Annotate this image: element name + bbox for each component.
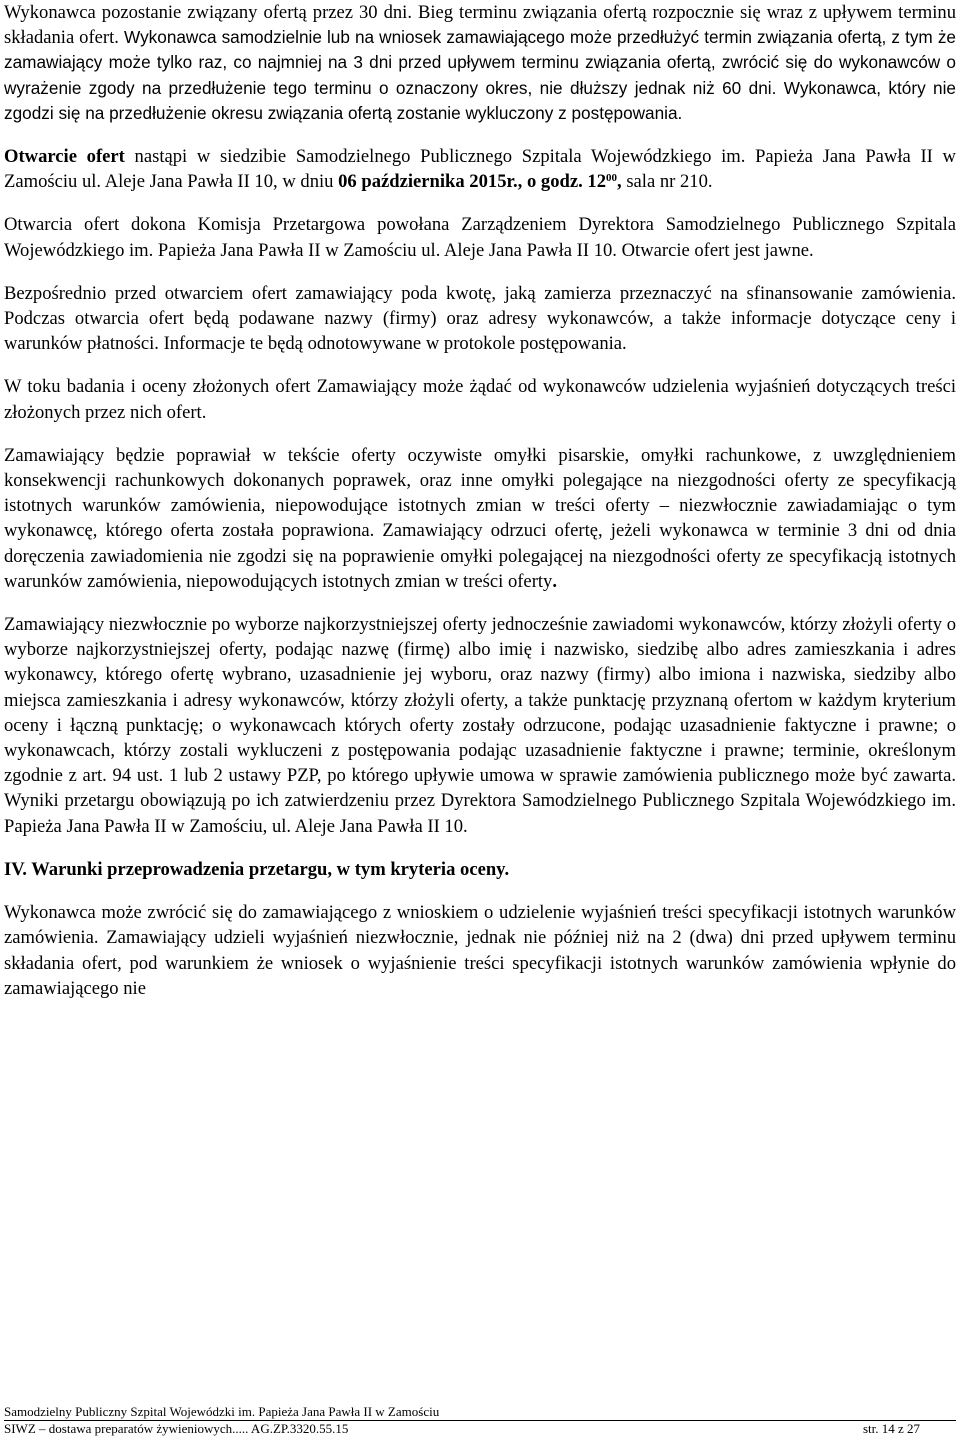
opening-date: 06 października 2015r., o godz. $12^{00}$, — [338, 171, 622, 193]
opening-bold-start: Otwarcie ofert — [4, 146, 125, 168]
paragraph-opening-place — [4, 144, 956, 194]
paragraph-selection-notice: Zamawiający niezwłocznie po wyborze najkorzystniejszej oferty jednocześnie zawiadomi wykonawców, którzy złożyli oferty o wyborze najkorzystniejszej oferty, podając nazwę (firmę) albo imię i nazwisko, siedzibę albo adres zamieszkania i adres wykonawcy, którego ofertę wybrano, uzasadnienie jej wyboru, oraz nazwy (firmy) albo imiona i nazwiska, siedziby albo miejsca zamieszkania i adresy wykonawców, którzy złożyli oferty, a także punktację przyznaną ofertom w każdym kryterium oceny i łączną punktację; o wykonawcach których oferty zostały odrzucone, podając uzasadnienie faktyczne i prawne; o wykonawcach, którzy zostali wykluczeni z postępowania podając uzasadnienie faktyczne i prawne; terminie, określonym zgodnie z art. 94 ust. 1 lub 2 ustawy PZP, po którego upływie umowa w sprawie zamówienia publicznego może być zawarta. Wyniki przetargu obowiązują po ich zatwierdzeniu przez Dyrektora Samodzielnego Publicznego Szpitala Wojewódzkiego im. Papieża Jana Pawła II w Zamościu, ul. Aleje Jana Pawła II 10. — [4, 614, 956, 837]
paragraph-siwz-questions: Wykonawca może zwrócić się do zamawiającego z wnioskiem o udzielenie wyjaśnień treści specyfikacji istotnych warunków zamówienia. Zamawiający udzieli wyjaśnień niezwłocznie, jednak nie później niż na 2 (dwa) dni przed upływem terminu składania ofert, pod warunkiem że wniosek o wyjaśnienie treści specyfikacji istotnych warunków zamówienia wpłynie do zamawiającego nie — [4, 902, 956, 999]
footer-reference-row — [4, 1420, 956, 1437]
footer-institution: Samodzielny Publiczny Szpital Wojewódzki im. Papieża Jana Pawła II w Zamościu — [4, 1404, 440, 1419]
paragraph-offer-validity — [4, 0, 956, 126]
paragraph-clarifications: W toku badania i oceny złożonych ofert Zamawiający może żądać od wykonawców udzielenia wyjaśnień dotyczących treści złożonych przez nich ofert. — [4, 376, 956, 423]
footer-reference: SIWZ – dostawa preparatów żywieniowych..... AG.ZP.3320.55.15 — [4, 1421, 349, 1436]
paragraph-commission: Otwarcia ofert dokona Komisja Przetargowa powołana Zarządzeniem Dyrektora Samodzielnego Publicznego Szpitala Wojewódzkiego im. Papieża Jana Pawła II w Zamościu ul. Aleje Jana Pawła II 10. Otwarcie ofert jest jawne. — [4, 214, 956, 261]
paragraph-offer-validity-text: Wykonawca pozostanie związany ofertą przez 30 dni. Bieg terminu związania ofertą rozpocznie się wraz z upływem terminu składania ofert. — [4, 2, 956, 49]
footer-page-number: str. 14 z 27 — [862, 1421, 920, 1436]
opening-time-superscript: 00 — [606, 172, 618, 185]
page-footer — [4, 1404, 956, 1437]
document-page — [4, 0, 956, 1001]
opening-room: sala nr 210. — [621, 171, 713, 193]
opening-text: nastąpi w siedzibie Samodzielnego Publicznego Szpitala Wojewódzkiego im. Papieża Jana Pawła II w Zamościu ul. Aleje Jana Pawła II 10, w dniu — [4, 146, 956, 193]
paragraph-corrections: Zamawiający będzie poprawiał w tekście oferty oczywiste omyłki pisarskie, omyłki rachunkowe, z uwzględnieniem konsekwencji rachunkowych dokonanych poprawek, oraz inne omyłki polegające na niezgodności oferty ze specyfikacją istotnych warunków zamówienia, niepowodujące istotnych zmian w treści oferty – niezwłocznie zawiadamiając o tym wykonawcę, którego oferta została poprawiona. Zamawiający odrzuci ofertę, jeżeli wykonawca w terminie 3 dni od dnia doręczenia zawiadomienia nie zgodzi się na poprawienie omyłki polegającej na niezgodności oferty ze specyfikacją istotnych warunków zamówienia, niepowodujących istotnych zmian w treści oferty. — [4, 444, 956, 592]
paragraph-budget-announcement: Bezpośrednio przed otwarciem ofert zamawiający poda kwotę, jaką zamierza przeznaczyć na sfinansowanie zamówienia. Podczas otwarcia ofert będą podawane nazwy (firmy) oraz adresy wykonawców, a także informacje dotyczące ceny i warunków płatności. Informacje te będą odnotowywane w protokole postępowania. — [4, 282, 956, 355]
paragraph-offer-extension-text: Wykonawca samodzielnie lub na wniosek zamawiającego może przedłużyć termin związania ofertą, z tym że zamawiający może tylko raz, co najmniej na 3 dni przed upływem terminu związania ofertą, zwrócić się do wykonawców o wyrażenie zgody na przedłużenie tego terminu o oznaczony okres, nie dłuższy jednak niż 60 dni. Wykonawca, który nie zgodzi się na przedłużenie okresu związania ofertą zostanie wykluczony z postępowania. — [4, 27, 956, 123]
section-heading-iv: IV. Warunki przeprowadzenia przetargu, w tym kryteria oceny. — [4, 858, 510, 880]
